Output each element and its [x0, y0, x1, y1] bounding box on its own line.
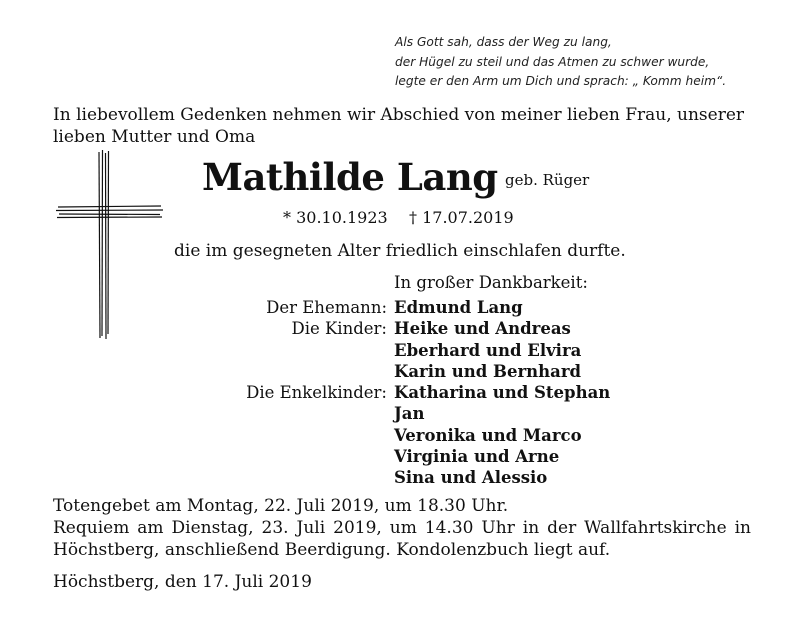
gratitude-heading: In großer Dankbarkeit:: [394, 273, 588, 292]
mourner-name: Karin und Bernhard: [394, 361, 582, 381]
cross-icon: [55, 150, 165, 340]
mourner-group-grandchildren: [150, 382, 650, 488]
mourner-role: Die Enkelkinder:: [246, 383, 387, 403]
maiden-name: geb. Rüger: [505, 171, 590, 189]
intro-text: In liebevollem Gedenken nehmen wir Abschied von meiner lieben Frau, unserer lieben Mutter und Oma: [53, 105, 745, 147]
mourner-name: Veronika und Marco: [394, 425, 582, 445]
place-date: Höchstberg, den 17. Juli 2019: [53, 572, 312, 592]
mourner-role: Die Kinder:: [291, 319, 387, 339]
poem-line: der Hügel zu steil und das Atmen zu schwer wurde,: [395, 54, 710, 69]
mourner-group-spouse: [150, 297, 650, 318]
birth-date: * 30.10.1923: [283, 208, 388, 227]
deceased-name: Mathilde Lang: [202, 155, 498, 199]
death-date: † 17.07.2019: [409, 208, 514, 227]
mourner-name: Sina und Alessio: [394, 468, 548, 488]
requiem-text: Requiem am Dienstag, 23. Juli 2019, um 14.30 Uhr in der Wallfahrtskirche in Höchstberg, anschließend Beerdigung. Kondolenzbuch liegt auf.: [53, 518, 751, 560]
mourner-name: Virginia und Arne: [394, 447, 560, 467]
mourner-name: Heike und Andreas: [394, 319, 571, 339]
mourner-list: [150, 297, 650, 489]
poem-line: legte er den Arm um Dich und sprach: „ Komm heim“.: [395, 74, 727, 88]
mourner-name: Eberhard und Elvira: [394, 340, 582, 360]
prayer-text: Totengebet am Montag, 22. Juli 2019, um 18.30 Uhr.: [53, 496, 509, 516]
poem: [395, 33, 726, 92]
mourner-group-children: [150, 318, 650, 382]
mourner-name: Edmund Lang: [394, 298, 523, 317]
passing-text: die im gesegneten Alter friedlich einschlafen durfte.: [174, 241, 626, 261]
service-info: [53, 495, 751, 593]
mourner-name: Jan: [394, 404, 425, 424]
mourner-role: Der Ehemann:: [266, 298, 387, 317]
poem-line: Als Gott sah, dass der Weg zu lang,: [395, 35, 612, 49]
mourner-name: Katharina und Stephan: [394, 383, 611, 403]
